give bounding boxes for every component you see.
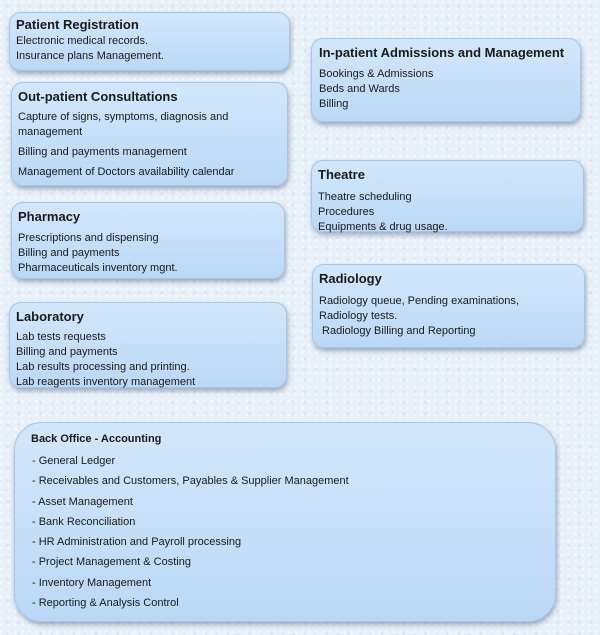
theatre-box (311, 160, 584, 232)
pharmacy-title: Pharmacy (18, 209, 81, 224)
back-office-item: - Asset Management (32, 495, 133, 508)
back-office-title: Back Office - Accounting (31, 433, 162, 445)
outpatient-item: Capture of signs, symptoms, diagnosis and management (18, 111, 229, 138)
patient-registration-box (9, 12, 290, 71)
theatre-item: Equipments & drug usage. (318, 221, 448, 233)
laboratory-item: Lab reagents inventory management (16, 376, 196, 388)
back-office-accounting-box (14, 422, 556, 622)
pharmacy-item: Pharmaceuticals inventory mgnt. (18, 262, 178, 274)
patient-registration-item: Electronic medical records. (16, 35, 149, 47)
laboratory-item: Lab tests requests (16, 331, 106, 343)
radiology-item: Radiology Billing and Reporting (319, 325, 476, 337)
theatre-title: Theatre (318, 167, 365, 182)
back-office-item: - General Ledger (32, 455, 116, 467)
theatre-item: Theatre scheduling (318, 191, 412, 203)
radiology-item: Radiology queue, Pending examinations, (319, 295, 519, 307)
outpatient-item: Billing and payments management (18, 146, 187, 158)
patient-registration-title: Patient Registration (16, 17, 139, 32)
inpatient-item: Bookings & Admissions (319, 68, 434, 80)
laboratory-item: Billing and payments (16, 346, 118, 358)
pharmacy-item: Prescriptions and dispensing (18, 232, 159, 244)
laboratory-title: Laboratory (16, 309, 84, 324)
radiology-item: Radiology tests. (319, 310, 398, 322)
outpatient-item: Management of Doctors availability calendar (18, 166, 235, 178)
radiology-box (312, 264, 585, 348)
patient-registration-item: Insurance plans Management. (16, 50, 164, 62)
pharmacy-box (11, 202, 285, 279)
laboratory-box (9, 302, 287, 388)
radiology-title: Radiology (319, 271, 382, 286)
inpatient-admissions-box (311, 38, 581, 122)
outpatient-consultations-title: Out-patient Consultations (18, 89, 178, 104)
outpatient-consultations-box (11, 82, 288, 186)
inpatient-item: Billing (319, 98, 349, 110)
inpatient-item: Beds and Wards (319, 83, 400, 95)
back-office-item: - Inventory Management (32, 576, 152, 589)
pharmacy-item: Billing and payments (18, 247, 120, 259)
back-office-item: - Bank Reconciliation (32, 515, 136, 528)
back-office-item: - Reporting & Analysis Control (32, 597, 179, 610)
back-office-item: - Receivables and Customers, Payables & Supplier Management (32, 475, 349, 488)
back-office-item: - Project Management & Costing (32, 556, 191, 569)
laboratory-item: Lab results processing and printing. (16, 361, 190, 373)
back-office-item: - HR Administration and Payroll processing (32, 536, 242, 549)
inpatient-admissions-title: In-patient Admissions and Management (319, 45, 565, 60)
theatre-item: Procedures (318, 206, 375, 218)
